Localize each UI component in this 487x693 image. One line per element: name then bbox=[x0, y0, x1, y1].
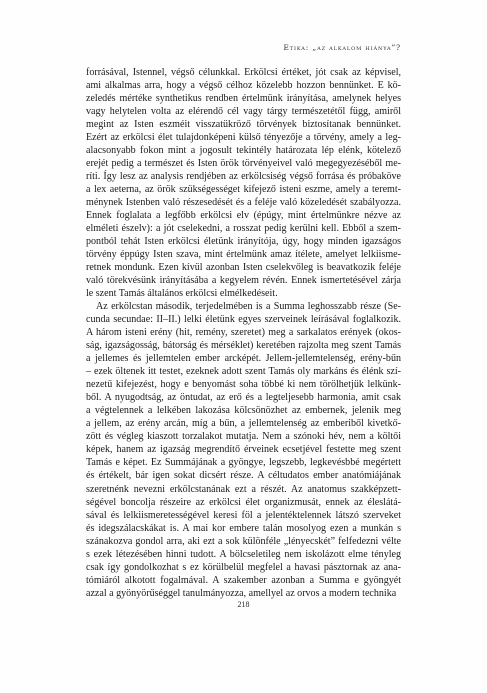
text-line: zeledés mértéke synthetikus rendben értelmünk irányítása, amelynek helyes bbox=[86, 93, 401, 105]
text-line: Ezért az erkölcsi élet tulajdonképeni külső tényezője a törvény, amely a leg- bbox=[86, 132, 401, 144]
text-line: ből. A nyugodtság, az öntudat, az erő és a legteljesebb harmonia, amit csak bbox=[86, 392, 401, 404]
text-line: ság, igazságosság, bátorság és mérséklet) keretében rajzolta meg szent Tamás bbox=[86, 340, 401, 352]
text-line: tómiáról alkotott fogalmával. A szakember azonban a Summa e gyöngyét bbox=[86, 574, 401, 586]
text-line: ami alkalmas arra, hogy a végső célhoz közelebb hozzon bennünket. E kö- bbox=[86, 80, 401, 92]
text-line: csak így gondolkozhat s ez körülbelül megfelel a havasi pásztornak az ana- bbox=[86, 561, 401, 573]
paragraph bbox=[86, 66, 401, 300]
text-line: való törekvésünk irányításába a kegyelem révén. Ennek ismertetésével zárja bbox=[86, 275, 401, 287]
page-number: 218 bbox=[237, 600, 250, 609]
text-line: Ennek foglalata a legfőbb erkölcsi elv (épúgy, mint értelmünkre nézve az bbox=[86, 210, 401, 222]
text-line: sával és lelkiismeretességével keresi föl a jelentéktelennek látszó szerveket bbox=[86, 509, 401, 521]
text-line: erejét pedig a természet és Isten örök törvényeivel való megegyezéséből me- bbox=[86, 158, 401, 170]
text-line: a jellemes és jellemtelen ember arcképét. Jellem-jellemtelenség, erény-bűn bbox=[86, 353, 401, 365]
text-line: ménynek Istenben való részesedését és a feléje való közeledését szabályozza. bbox=[86, 197, 401, 209]
text-line: szánakozva gondol arra, aki ezt a sok különféle „lényecskét” felfedezni vélte bbox=[86, 535, 401, 547]
text-line: A három isteni erény (hit, remény, szeretet) meg a sarkalatos erények (okos- bbox=[86, 327, 401, 339]
text-line: vagy helytelen volta az elérendő cél vagy tárgy természetétől függ, amiről bbox=[86, 106, 401, 118]
running-head: Etika: „az alkalom hiánya”? bbox=[283, 43, 401, 52]
text-line: képek, hanem az igazság megrendítő érveinek ecsetjével festette meg szent bbox=[86, 444, 401, 456]
text-line: – ezek öltenek itt testet, ezeknek adott szent Tamás oly markáns és élénk szí- bbox=[86, 366, 401, 378]
text-line: forrásával, Istennel, végső célunkkal. Erkölcsi értéket, jót csak az képvisel, bbox=[86, 67, 401, 78]
text-line: szeretnénk nevezni erkölcstanának ezt a részét. Az anatomus szakképzett- bbox=[86, 483, 401, 495]
text-line: le szent Tamás általános erkölcsi elmélkedéseit. bbox=[86, 288, 278, 300]
text-line: azzal a gyönyörűséggel tanulmányozza, amellyel az orvos a modern technika bbox=[86, 587, 397, 599]
text-line: megint az Isten eszméit visszatükröző törvények biztosítanak bennünket. bbox=[86, 119, 401, 131]
text-line: zött és végleg kiaszott torzalakot mutatja. Nem a szónoki hév, nem a költői bbox=[86, 431, 401, 443]
text-line: és idegszálacskákat is. A mai kor embere talán mosolyog ezen a munkán s bbox=[86, 522, 401, 534]
text-line: retnek mondunk. Ezen kívül azonban Isten cselekvőleg is beavatkozik feléje bbox=[86, 262, 401, 274]
text-line: ségével boncolja részeire az erkölcsi élet organizmusát, ennek az éleslátá- bbox=[86, 496, 401, 508]
text-line: ríti. Így lesz az analysis rendjében az erkölcsiség végső forrása és próbaköve bbox=[86, 171, 401, 183]
text-line: törvény éppúgy Isten szava, mint értelmünk amaz ítélete, amelyet lelkiisme- bbox=[86, 249, 401, 261]
paragraph bbox=[86, 300, 401, 599]
text-line: a lex aeterna, az örök szükségességet kifejező isteni eszme, amely a teremt- bbox=[86, 184, 401, 196]
text-line: cunda secundae: II–II.) lelki életünk egyes szerveinek leírásával foglalkozik. bbox=[86, 314, 401, 326]
body-text bbox=[86, 66, 401, 600]
text-line: a jellem, az erény arcán, míg a bűn, a jellemtelenség az emberiből kivetkő- bbox=[86, 418, 401, 430]
text-line: nezetű kifejezést, hogy e benyomást soha többé ki nem törölhetjük lelkünk- bbox=[86, 379, 401, 391]
text-line: és értékelt, bár igen sokat dicsért része. A céltudatos ember anatómiájának bbox=[86, 470, 401, 482]
text-line: s ezek létezésében hinni tudott. A bölcseletileg nem iskolázott elme tényleg bbox=[86, 548, 401, 560]
text-line: elméleti észelv): a jót cselekedni, a rosszat pedig kerülni kell. Ebből a szem- bbox=[86, 223, 401, 235]
text-line: alacsonyabb fokon mint a jogosult tekintély határozata lép elénk, kötelező bbox=[86, 145, 401, 157]
text-line: a végtelennek a lelkében lakozása kölcsönözhet az embernek, jelenik meg bbox=[86, 405, 401, 417]
text-line: Tamás e képet. Ez Summájának a gyöngye, legszebb, legkevésbbé megértett bbox=[86, 457, 401, 469]
text-line: pontból tehát Isten erkölcsi életünk irányítója, úgy, hogy minden igazságos bbox=[86, 236, 401, 248]
text-line: Az erkölcstan második, terjedelmében is a Summa leghosszabb része (Se- bbox=[96, 301, 401, 313]
